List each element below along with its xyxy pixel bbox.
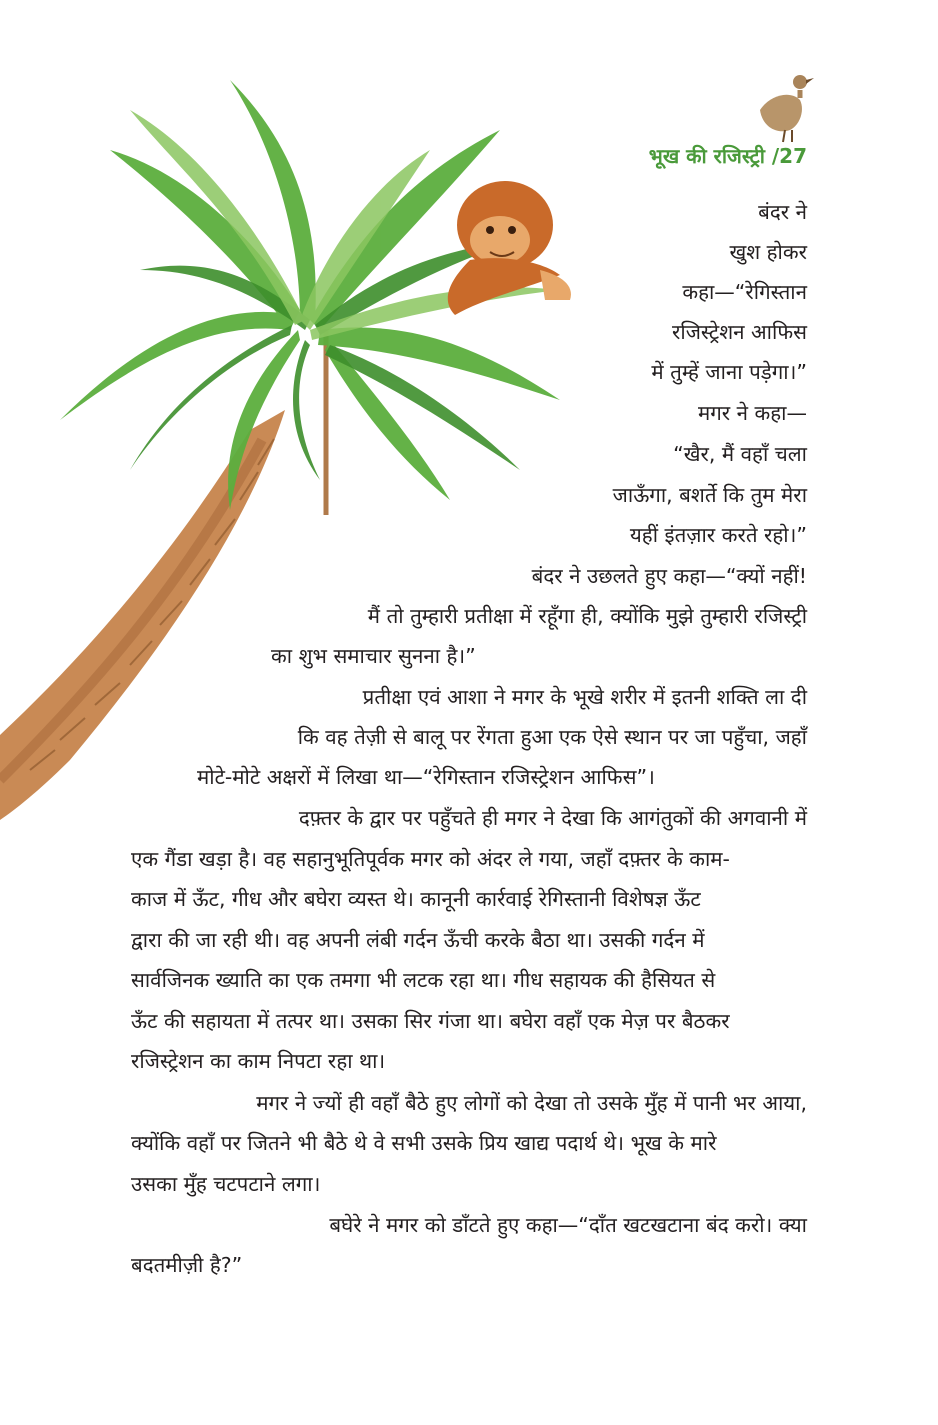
text-line: द्वारा की जा रही थी। वह अपनी लंबी गर्दन ऊँची करके बैठा था। उसकी गर्दन में [131, 928, 705, 952]
text-line: रजिस्ट्रेशन आफिस [672, 320, 807, 344]
text-line: बदतमीज़ी है?” [131, 1253, 243, 1277]
text-line: कहा—“रेगिस्तान [682, 280, 807, 304]
text-line: काज में ऊँट, गीध और बघेरा व्यस्त थे। कानूनी कार्रवाई रेगिस्तानी विशेषज्ञ ऊँट [131, 887, 701, 911]
text-line: का शुभ समाचार सुनना है।” [271, 644, 476, 668]
text-line: प्रतीक्षा एवं आशा ने मगर के भूखे शरीर में इतनी शक्ति ला दी [362, 685, 807, 709]
text-line: कि वह तेज़ी से बालू पर रेंगता हुआ एक ऐसे स्थान पर जा पहुँचा, जहाँ [297, 725, 807, 749]
text-line: सार्वजिनक ख्याति का एक तमगा भी लटक रहा था। गीध सहायक की हैसियत से [131, 968, 716, 992]
text-line: रजिस्ट्रेशन का काम निपटा रहा था। [131, 1049, 386, 1073]
text-line: एक गैंडा खड़ा है। वह सहानुभूतिपूर्वक मगर को अंदर ले गया, जहाँ दफ़्तर के काम- [131, 847, 730, 871]
text-line: क्योंकि वहाँ पर जितने भी बैठे थे वे सभी उसके प्रिय खाद्य पदार्थ थे। भूख के मारे [131, 1131, 717, 1155]
running-header: भूख की रजिस्ट्री /27 [648, 144, 807, 168]
text-line: मोटे-मोटे अक्षरों में लिखा था—“रेगिस्तान रजिस्ट्रेशन आफिस”। [197, 765, 655, 789]
text-line: दफ़्तर के द्वार पर पहुँचते ही मगर ने देखा कि आगंतुकों की अगवानी में [298, 806, 807, 830]
text-line: “खैर, मैं वहाँ चला [673, 442, 807, 466]
text-line: उसका मुँह चटपटाने लगा। [131, 1172, 321, 1196]
text-line: में तुम्हें जाना पड़ेगा।” [651, 360, 807, 384]
text-line: बघेरे ने मगर को डाँटते हुए कहा—“दाँत खटखटाना बंद करो। क्या [329, 1213, 807, 1237]
text-line: मैं तो तुम्हारी प्रतीक्षा में रहूँगा ही, क्योंकि मुझे तुम्हारी रजिस्ट्री [367, 604, 807, 628]
text-line: जाऊँगा, बशर्ते कि तुम मेरा [612, 483, 807, 507]
bird-icon [760, 75, 814, 142]
text-line: ऊँट की सहायता में तत्पर था। उसका सिर गंजा था। बघेरा वहाँ एक मेज़ पर बैठकर [131, 1009, 730, 1033]
text-line: खुश होकर [729, 240, 807, 264]
text-line: यहीं इंतज़ार करते रहो।” [629, 523, 807, 547]
text-line: मगर ने कहा— [697, 401, 807, 425]
text-line: बंदर ने [758, 200, 807, 224]
text-line: मगर ने ज्यों ही वहाँ बैठे हुए लोगों को देखा तो उसके मुँह में पानी भर आया, [256, 1091, 807, 1115]
text-line: बंदर ने उछलते हुए कहा—“क्यों नहीं! [531, 564, 807, 588]
